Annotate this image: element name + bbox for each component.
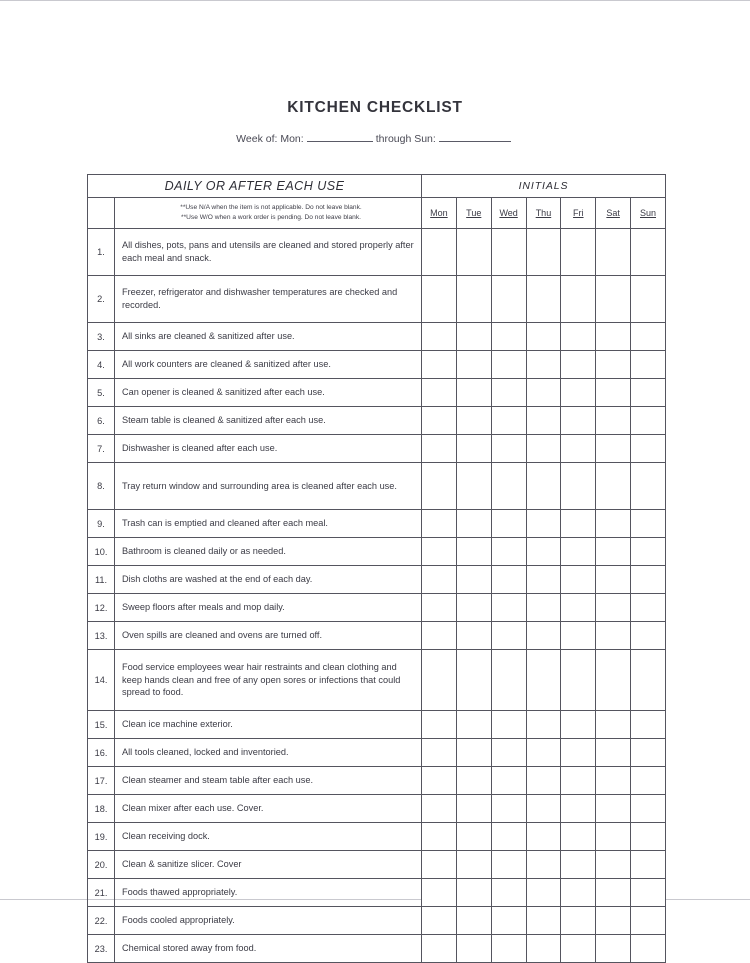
row-task-description: Chemical stored away from food. <box>115 935 422 963</box>
initials-cell-tue[interactable] <box>456 510 491 538</box>
initials-cell-tue[interactable] <box>456 229 491 276</box>
page-title: KITCHEN CHECKLIST <box>287 99 463 116</box>
table-row <box>88 767 666 795</box>
row-task-description: Clean steamer and steam table after each use. <box>115 767 422 795</box>
initials-cell-sun[interactable] <box>631 795 666 823</box>
initials-cell-mon[interactable] <box>422 566 457 594</box>
header-day-mon-label: Mon <box>430 208 448 218</box>
initials-cell-fri[interactable] <box>561 538 596 566</box>
initials-cell-fri[interactable] <box>561 767 596 795</box>
initials-cell-sun[interactable] <box>631 594 666 622</box>
row-number: 6. <box>88 407 115 435</box>
initials-cell-sat[interactable] <box>596 739 631 767</box>
header-day-tue <box>456 198 491 229</box>
initials-cell-thu[interactable] <box>526 711 561 739</box>
row-task-description: Food service employees wear hair restraints and clean clothing and keep hands clean and free of any open sores or infections that could spread to food. <box>115 650 422 711</box>
initials-cell-sun[interactable] <box>631 276 666 323</box>
initials-cell-tue[interactable] <box>456 566 491 594</box>
initials-cell-tue[interactable] <box>456 435 491 463</box>
initials-cell-tue[interactable] <box>456 907 491 935</box>
table-row <box>88 879 666 907</box>
initials-cell-fri[interactable] <box>561 907 596 935</box>
checklist-table <box>87 174 666 963</box>
initials-cell-thu[interactable] <box>526 767 561 795</box>
row-task-description: Clean receiving dock. <box>115 823 422 851</box>
initials-cell-thu[interactable] <box>526 622 561 650</box>
initials-cell-wed[interactable] <box>491 463 526 510</box>
row-task-description: Steam table is cleaned & sanitized after each use. <box>115 407 422 435</box>
initials-cell-wed[interactable] <box>491 323 526 351</box>
table-row <box>88 407 666 435</box>
header-number-spacer <box>88 198 115 229</box>
initials-cell-thu[interactable] <box>526 851 561 879</box>
initials-cell-fri[interactable] <box>561 739 596 767</box>
initials-cell-sat[interactable] <box>596 276 631 323</box>
initials-cell-tue[interactable] <box>456 407 491 435</box>
row-task-description: All sinks are cleaned & sanitized after use. <box>115 323 422 351</box>
row-number: 10. <box>88 538 115 566</box>
row-number: 22. <box>88 907 115 935</box>
initials-cell-fri[interactable] <box>561 407 596 435</box>
initials-cell-mon[interactable] <box>422 229 457 276</box>
initials-cell-thu[interactable] <box>526 229 561 276</box>
initials-cell-tue[interactable] <box>456 823 491 851</box>
initials-cell-fri[interactable] <box>561 795 596 823</box>
row-number: 4. <box>88 351 115 379</box>
initials-cell-tue[interactable] <box>456 739 491 767</box>
initials-cell-thu[interactable] <box>526 795 561 823</box>
initials-cell-sat[interactable] <box>596 566 631 594</box>
row-task-description: Trash can is emptied and cleaned after each meal. <box>115 510 422 538</box>
row-number: 14. <box>88 650 115 711</box>
initials-cell-wed[interactable] <box>491 351 526 379</box>
initials-cell-wed[interactable] <box>491 739 526 767</box>
row-number: 20. <box>88 851 115 879</box>
initials-cell-tue[interactable] <box>456 650 491 711</box>
initials-cell-sat[interactable] <box>596 510 631 538</box>
table-row <box>88 435 666 463</box>
initials-cell-tue[interactable] <box>456 851 491 879</box>
initials-cell-mon[interactable] <box>422 823 457 851</box>
table-row <box>88 276 666 323</box>
header-day-sun <box>631 198 666 229</box>
initials-cell-wed[interactable] <box>491 767 526 795</box>
row-task-description: Oven spills are cleaned and ovens are turned off. <box>115 622 422 650</box>
initials-cell-sat[interactable] <box>596 650 631 711</box>
initials-cell-sun[interactable] <box>631 435 666 463</box>
initials-cell-wed[interactable] <box>491 823 526 851</box>
initials-cell-sun[interactable] <box>631 229 666 276</box>
initials-cell-tue[interactable] <box>456 711 491 739</box>
row-number: 23. <box>88 935 115 963</box>
initials-cell-thu[interactable] <box>526 463 561 510</box>
initials-cell-tue[interactable] <box>456 767 491 795</box>
table-head <box>88 175 666 229</box>
initials-cell-sat[interactable] <box>596 851 631 879</box>
initials-cell-tue[interactable] <box>456 879 491 907</box>
initials-cell-sat[interactable] <box>596 823 631 851</box>
initials-cell-sat[interactable] <box>596 229 631 276</box>
row-number: 13. <box>88 622 115 650</box>
row-task-description: All dishes, pots, pans and utensils are cleaned and stored properly after each meal and snack. <box>115 229 422 276</box>
initials-cell-thu[interactable] <box>526 276 561 323</box>
initials-cell-sat[interactable] <box>596 351 631 379</box>
initials-cell-mon[interactable] <box>422 739 457 767</box>
initials-cell-sun[interactable] <box>631 879 666 907</box>
initials-cell-thu[interactable] <box>526 823 561 851</box>
table-row <box>88 907 666 935</box>
header-initials: INITIALS <box>422 175 666 198</box>
row-task-description: Bathroom is cleaned daily or as needed. <box>115 538 422 566</box>
initials-cell-sat[interactable] <box>596 907 631 935</box>
row-task-description: Foods thawed appropriately. <box>115 879 422 907</box>
initials-cell-sat[interactable] <box>596 538 631 566</box>
header-day-wed <box>491 198 526 229</box>
initials-cell-wed[interactable] <box>491 407 526 435</box>
initials-cell-thu[interactable] <box>526 739 561 767</box>
row-number: 18. <box>88 795 115 823</box>
initials-cell-tue[interactable] <box>456 538 491 566</box>
row-task-description: Clean & sanitize slicer. Cover <box>115 851 422 879</box>
initials-cell-fri[interactable] <box>561 879 596 907</box>
initials-cell-wed[interactable] <box>491 510 526 538</box>
row-task-description: Tray return window and surrounding area is cleaned after each use. <box>115 463 422 510</box>
initials-cell-fri[interactable] <box>561 323 596 351</box>
initials-cell-sun[interactable] <box>631 510 666 538</box>
initials-cell-thu[interactable] <box>526 879 561 907</box>
header-day-tue-label: Tue <box>466 208 482 218</box>
row-task-description: Freezer, refrigerator and dishwasher temperatures are checked and recorded. <box>115 276 422 323</box>
initials-cell-tue[interactable] <box>456 351 491 379</box>
note-line-wo: **Use W/O when a work order is pending. Do not leave blank. <box>181 214 361 221</box>
table-row <box>88 711 666 739</box>
initials-cell-sun[interactable] <box>631 823 666 851</box>
initials-cell-thu[interactable] <box>526 435 561 463</box>
initials-cell-sat[interactable] <box>596 711 631 739</box>
initials-cell-thu[interactable] <box>526 566 561 594</box>
initials-cell-wed[interactable] <box>491 711 526 739</box>
header-day-mon <box>422 198 457 229</box>
header-day-thu-label: Thu <box>535 208 552 218</box>
initials-cell-fri[interactable] <box>561 594 596 622</box>
row-number: 11. <box>88 566 115 594</box>
table-row <box>88 538 666 566</box>
row-task-description: Dishwasher is cleaned after each use. <box>115 435 422 463</box>
initials-cell-sat[interactable] <box>596 407 631 435</box>
initials-cell-sat[interactable] <box>596 379 631 407</box>
row-number: 19. <box>88 823 115 851</box>
initials-cell-sat[interactable] <box>596 795 631 823</box>
header-day-fri-label: Fri <box>573 208 584 218</box>
initials-cell-wed[interactable] <box>491 935 526 963</box>
initials-cell-tue[interactable] <box>456 323 491 351</box>
table-row <box>88 795 666 823</box>
header-day-sun-label: Sun <box>640 208 657 218</box>
initials-cell-sat[interactable] <box>596 935 631 963</box>
row-number: 8. <box>88 463 115 510</box>
initials-cell-fri[interactable] <box>561 851 596 879</box>
initials-cell-sun[interactable] <box>631 538 666 566</box>
table-row <box>88 935 666 963</box>
initials-cell-tue[interactable] <box>456 622 491 650</box>
row-number: 9. <box>88 510 115 538</box>
table-row <box>88 510 666 538</box>
initials-cell-fri[interactable] <box>561 379 596 407</box>
initials-cell-wed[interactable] <box>491 879 526 907</box>
initials-cell-sun[interactable] <box>631 935 666 963</box>
week-start-date-field[interactable] <box>307 141 373 142</box>
initials-cell-thu[interactable] <box>526 650 561 711</box>
initials-cell-thu[interactable] <box>526 538 561 566</box>
initials-cell-sat[interactable] <box>596 594 631 622</box>
initials-cell-mon[interactable] <box>422 407 457 435</box>
initials-cell-wed[interactable] <box>491 795 526 823</box>
header-day-sat-label: Sat <box>606 208 620 218</box>
initials-cell-mon[interactable] <box>422 622 457 650</box>
header-daily-or-after-each-use: DAILY OR AFTER EACH USE <box>88 175 422 198</box>
row-task-description: Can opener is cleaned & sanitized after each use. <box>115 379 422 407</box>
initials-cell-sun[interactable] <box>631 739 666 767</box>
row-number: 21. <box>88 879 115 907</box>
initials-cell-sat[interactable] <box>596 463 631 510</box>
initials-cell-wed[interactable] <box>491 650 526 711</box>
initials-cell-mon[interactable] <box>422 594 457 622</box>
initials-cell-tue[interactable] <box>456 935 491 963</box>
row-number: 17. <box>88 767 115 795</box>
table-row <box>88 823 666 851</box>
header-row-titles <box>88 175 666 198</box>
initials-cell-wed[interactable] <box>491 276 526 323</box>
initials-cell-fri[interactable] <box>561 566 596 594</box>
initials-cell-mon[interactable] <box>422 276 457 323</box>
initials-cell-fri[interactable] <box>561 229 596 276</box>
header-row-days <box>88 198 666 229</box>
row-number: 12. <box>88 594 115 622</box>
week-end-date-field[interactable] <box>439 141 511 142</box>
initials-cell-fri[interactable] <box>561 935 596 963</box>
initials-cell-thu[interactable] <box>526 379 561 407</box>
initials-cell-fri[interactable] <box>561 510 596 538</box>
initials-cell-wed[interactable] <box>491 851 526 879</box>
row-task-description: Dish cloths are washed at the end of each day. <box>115 566 422 594</box>
table-row <box>88 851 666 879</box>
initials-cell-tue[interactable] <box>456 276 491 323</box>
initials-cell-mon[interactable] <box>422 435 457 463</box>
initials-cell-thu[interactable] <box>526 407 561 435</box>
initials-cell-wed[interactable] <box>491 566 526 594</box>
initials-cell-mon[interactable] <box>422 795 457 823</box>
initials-cell-fri[interactable] <box>561 823 596 851</box>
initials-cell-sat[interactable] <box>596 323 631 351</box>
initials-cell-sat[interactable] <box>596 622 631 650</box>
initials-cell-mon[interactable] <box>422 935 457 963</box>
table-row <box>88 351 666 379</box>
initials-cell-sun[interactable] <box>631 851 666 879</box>
initials-cell-sun[interactable] <box>631 463 666 510</box>
table-row <box>88 463 666 510</box>
initials-cell-wed[interactable] <box>491 435 526 463</box>
initials-cell-mon[interactable] <box>422 650 457 711</box>
checklist-table-wrapper <box>87 174 665 963</box>
row-number: 7. <box>88 435 115 463</box>
initials-cell-sat[interactable] <box>596 767 631 795</box>
initials-cell-fri[interactable] <box>561 463 596 510</box>
initials-cell-thu[interactable] <box>526 510 561 538</box>
initials-cell-wed[interactable] <box>491 594 526 622</box>
header-day-wed-label: Wed <box>499 208 518 218</box>
week-of-line <box>0 133 750 145</box>
initials-cell-mon[interactable] <box>422 711 457 739</box>
initials-cell-thu[interactable] <box>526 935 561 963</box>
initials-cell-sun[interactable] <box>631 622 666 650</box>
table-row <box>88 566 666 594</box>
week-of-middle-label: through Sun: <box>375 133 436 145</box>
table-row <box>88 323 666 351</box>
initials-cell-mon[interactable] <box>422 907 457 935</box>
week-of-prefix-label: Week of: Mon: <box>236 133 304 145</box>
initials-cell-sun[interactable] <box>631 323 666 351</box>
row-number: 5. <box>88 379 115 407</box>
row-task-description: Clean mixer after each use. Cover. <box>115 795 422 823</box>
initials-cell-sun[interactable] <box>631 711 666 739</box>
initials-cell-wed[interactable] <box>491 907 526 935</box>
initials-cell-thu[interactable] <box>526 594 561 622</box>
initials-cell-sun[interactable] <box>631 650 666 711</box>
row-task-description: All tools cleaned, locked and inventoried. <box>115 739 422 767</box>
initials-cell-mon[interactable] <box>422 767 457 795</box>
initials-cell-sun[interactable] <box>631 566 666 594</box>
initials-cell-thu[interactable] <box>526 323 561 351</box>
row-number: 16. <box>88 739 115 767</box>
initials-cell-tue[interactable] <box>456 594 491 622</box>
table-row <box>88 229 666 276</box>
header-day-thu <box>526 198 561 229</box>
initials-cell-sun[interactable] <box>631 379 666 407</box>
table-body <box>88 229 666 963</box>
header-usage-note <box>115 198 422 229</box>
initials-cell-fri[interactable] <box>561 622 596 650</box>
header-day-fri <box>561 198 596 229</box>
initials-cell-sun[interactable] <box>631 351 666 379</box>
initials-cell-fri[interactable] <box>561 711 596 739</box>
initials-cell-wed[interactable] <box>491 379 526 407</box>
table-row <box>88 739 666 767</box>
initials-cell-wed[interactable] <box>491 229 526 276</box>
initials-cell-thu[interactable] <box>526 907 561 935</box>
initials-cell-sun[interactable] <box>631 767 666 795</box>
initials-cell-mon[interactable] <box>422 463 457 510</box>
row-task-description: Sweep floors after meals and mop daily. <box>115 594 422 622</box>
table-row <box>88 379 666 407</box>
initials-cell-fri[interactable] <box>561 435 596 463</box>
row-number: 15. <box>88 711 115 739</box>
row-task-description: Foods cooled appropriately. <box>115 907 422 935</box>
row-task-description: All work counters are cleaned & sanitized after use. <box>115 351 422 379</box>
initials-cell-sat[interactable] <box>596 435 631 463</box>
initials-cell-sat[interactable] <box>596 879 631 907</box>
initials-cell-tue[interactable] <box>456 795 491 823</box>
initials-cell-thu[interactable] <box>526 351 561 379</box>
initials-cell-tue[interactable] <box>456 463 491 510</box>
row-number: 2. <box>88 276 115 323</box>
note-line-na: **Use N/A when the item is not applicable. Do not leave blank. <box>180 204 362 212</box>
initials-cell-sun[interactable] <box>631 907 666 935</box>
row-number: 1. <box>88 229 115 276</box>
table-row <box>88 622 666 650</box>
initials-cell-sun[interactable] <box>631 407 666 435</box>
initials-cell-tue[interactable] <box>456 379 491 407</box>
row-task-description: Clean ice machine exterior. <box>115 711 422 739</box>
table-row <box>88 650 666 711</box>
initials-cell-wed[interactable] <box>491 538 526 566</box>
initials-cell-mon[interactable] <box>422 351 457 379</box>
initials-cell-fri[interactable] <box>561 351 596 379</box>
initials-cell-mon[interactable] <box>422 510 457 538</box>
initials-cell-mon[interactable] <box>422 323 457 351</box>
row-number: 3. <box>88 323 115 351</box>
initials-cell-mon[interactable] <box>422 851 457 879</box>
initials-cell-mon[interactable] <box>422 379 457 407</box>
initials-cell-fri[interactable] <box>561 650 596 711</box>
initials-cell-mon[interactable] <box>422 879 457 907</box>
table-row <box>88 594 666 622</box>
initials-cell-mon[interactable] <box>422 538 457 566</box>
header-day-sat <box>596 198 631 229</box>
initials-cell-fri[interactable] <box>561 276 596 323</box>
initials-cell-wed[interactable] <box>491 622 526 650</box>
